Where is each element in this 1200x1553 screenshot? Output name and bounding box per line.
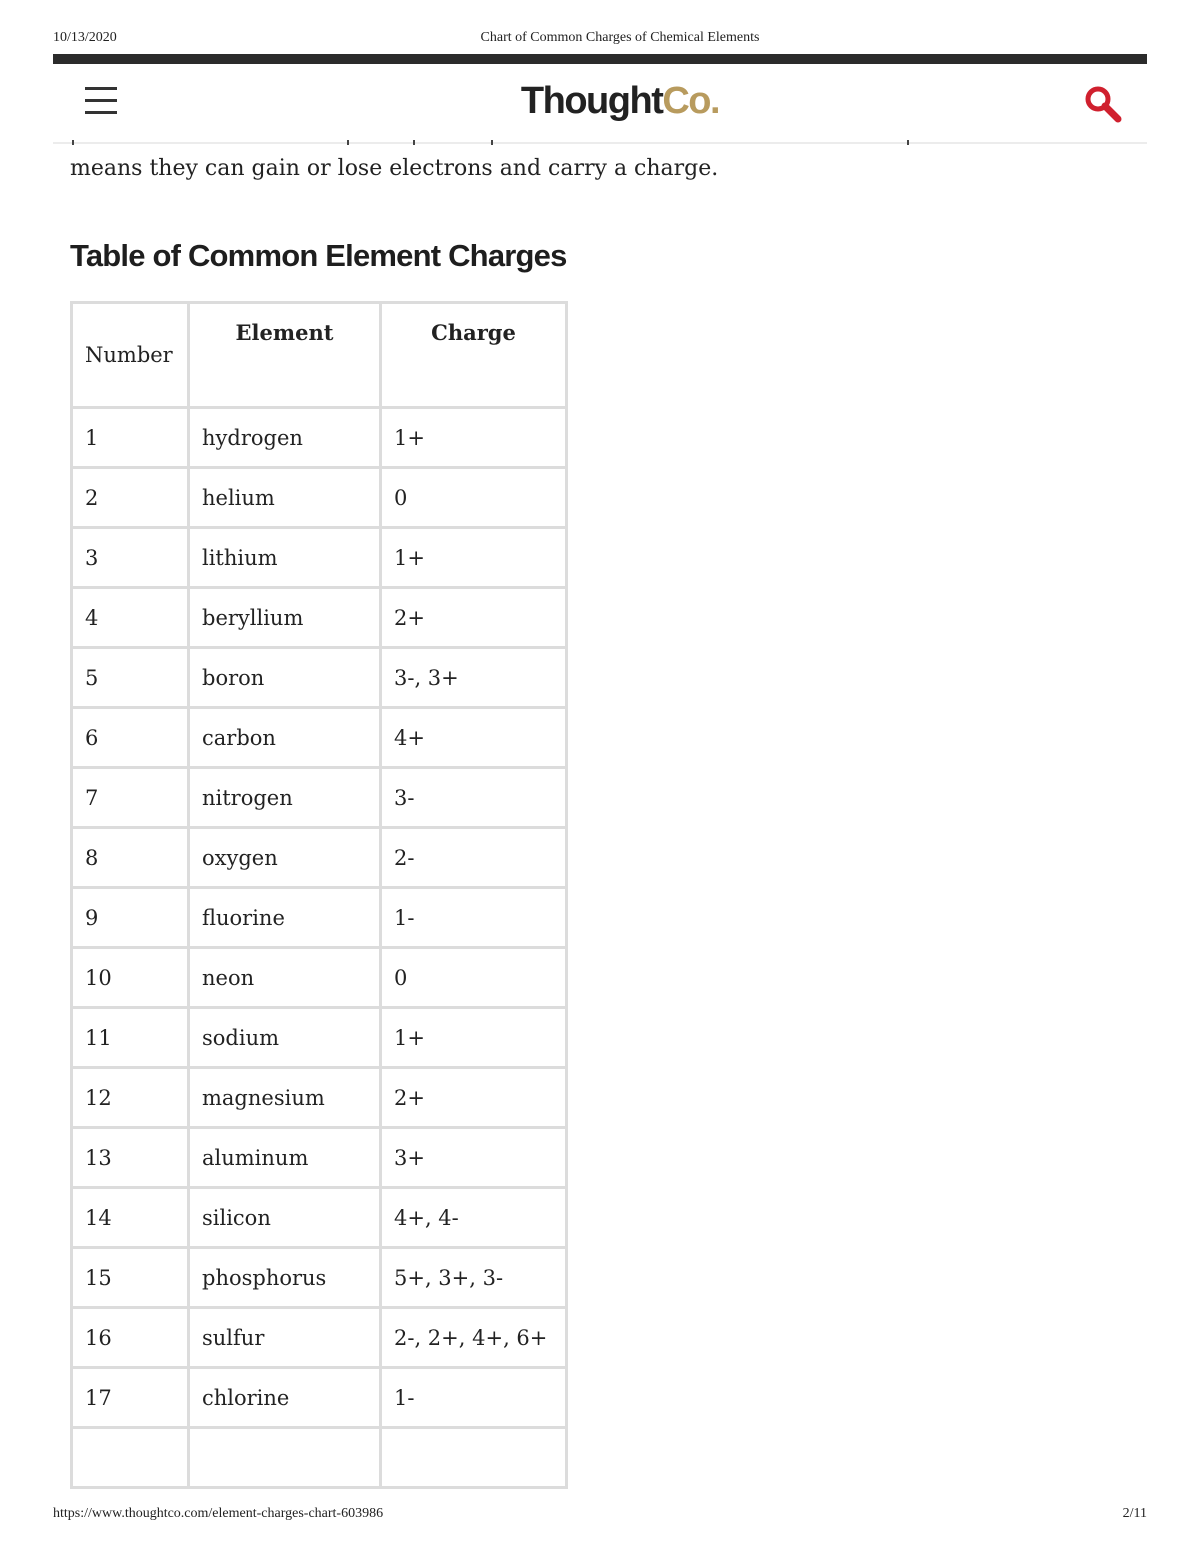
table-row [72, 1188, 567, 1248]
cell-number: 9 [72, 888, 189, 948]
cell-element: aluminum [189, 1128, 381, 1188]
table-row [72, 1368, 567, 1428]
cell-element: carbon [189, 708, 381, 768]
cell-number: 10 [72, 948, 189, 1008]
table-row [72, 528, 567, 588]
cell-number: 4 [72, 588, 189, 648]
cell-charge: 0 [381, 468, 567, 528]
cell-element: phosphorus [189, 1248, 381, 1308]
cell-element: nitrogen [189, 768, 381, 828]
cell-charge: 3-, 3+ [381, 648, 567, 708]
cell-number: 16 [72, 1308, 189, 1368]
cell-charge: 2+ [381, 588, 567, 648]
page-url: https://www.thoughtco.com/element-charges-chart-603986 [53, 1506, 384, 1521]
cell-number: 13 [72, 1128, 189, 1188]
table-row [72, 888, 567, 948]
print-date: 10/13/2020 [53, 30, 117, 45]
cell-element: beryllium [189, 588, 381, 648]
cell-number: 2 [72, 468, 189, 528]
cell-element: silicon [189, 1188, 381, 1248]
cell-charge: 2+ [381, 1068, 567, 1128]
cell-charge: 1- [381, 1368, 567, 1428]
logo-text-co: Co. [662, 80, 720, 122]
cell-element [189, 1428, 381, 1488]
cell-element: fluorine [189, 888, 381, 948]
section-title: Table of Common Element Charges [70, 238, 567, 273]
table-row [72, 408, 567, 468]
print-header [53, 30, 1147, 48]
cell-charge: 1- [381, 888, 567, 948]
cell-element: boron [189, 648, 381, 708]
table-row [72, 648, 567, 708]
table-row [72, 948, 567, 1008]
cell-charge: 4+, 4- [381, 1188, 567, 1248]
cell-element: oxygen [189, 828, 381, 888]
table-row [72, 708, 567, 768]
cell-number: 11 [72, 1008, 189, 1068]
cell-charge: 3+ [381, 1128, 567, 1188]
cell-number [72, 1428, 189, 1488]
cell-number: 6 [72, 708, 189, 768]
page-number: 2/11 [1122, 1506, 1147, 1521]
table-row [72, 1308, 567, 1368]
cell-number: 5 [72, 648, 189, 708]
cell-charge: 0 [381, 948, 567, 1008]
print-footer [53, 1506, 1147, 1524]
cell-charge: 1+ [381, 1008, 567, 1068]
table-row [72, 1248, 567, 1308]
table-row [72, 768, 567, 828]
cell-number: 14 [72, 1188, 189, 1248]
cell-number: 8 [72, 828, 189, 888]
cell-number: 7 [72, 768, 189, 828]
table-header-row [72, 303, 567, 408]
table-row [72, 828, 567, 888]
cell-charge: 1+ [381, 528, 567, 588]
cell-element: hydrogen [189, 408, 381, 468]
element-charges-table [70, 301, 568, 1489]
cell-element: helium [189, 468, 381, 528]
cell-charge: 3- [381, 768, 567, 828]
cell-charge: 2-, 2+, 4+, 6+ [381, 1308, 567, 1368]
cell-element: sodium [189, 1008, 381, 1068]
header-number: Number [72, 303, 189, 408]
cell-number: 15 [72, 1248, 189, 1308]
header-element: Element [189, 303, 381, 408]
intro-text: means they can gain or lose electrons and carry a charge. [70, 156, 719, 181]
cell-element: neon [189, 948, 381, 1008]
cell-number: 17 [72, 1368, 189, 1428]
table-row [72, 588, 567, 648]
cell-number: 3 [72, 528, 189, 588]
thoughtco-logo[interactable] [53, 80, 1147, 123]
cell-number: 12 [72, 1068, 189, 1128]
table-row [72, 1068, 567, 1128]
cell-charge: 2- [381, 828, 567, 888]
cell-charge: 5+, 3+, 3- [381, 1248, 567, 1308]
cell-element: chlorine [189, 1368, 381, 1428]
cell-element: magnesium [189, 1068, 381, 1128]
search-icon[interactable] [1083, 84, 1123, 124]
site-header [53, 64, 1147, 144]
logo-text-thought: Thought [520, 80, 663, 122]
cell-charge: 4+ [381, 708, 567, 768]
cell-charge [381, 1428, 567, 1488]
cell-number: 1 [72, 408, 189, 468]
header-charge: Charge [381, 303, 567, 408]
table-row-partial [72, 1428, 567, 1488]
top-bar [53, 54, 1147, 64]
clipped-text-line [70, 140, 1130, 146]
print-page-title: Chart of Common Charges of Chemical Elements [480, 30, 760, 45]
table-row [72, 468, 567, 528]
cell-charge: 1+ [381, 408, 567, 468]
cell-element: sulfur [189, 1308, 381, 1368]
table-row [72, 1128, 567, 1188]
table-row [72, 1008, 567, 1068]
cell-element: lithium [189, 528, 381, 588]
